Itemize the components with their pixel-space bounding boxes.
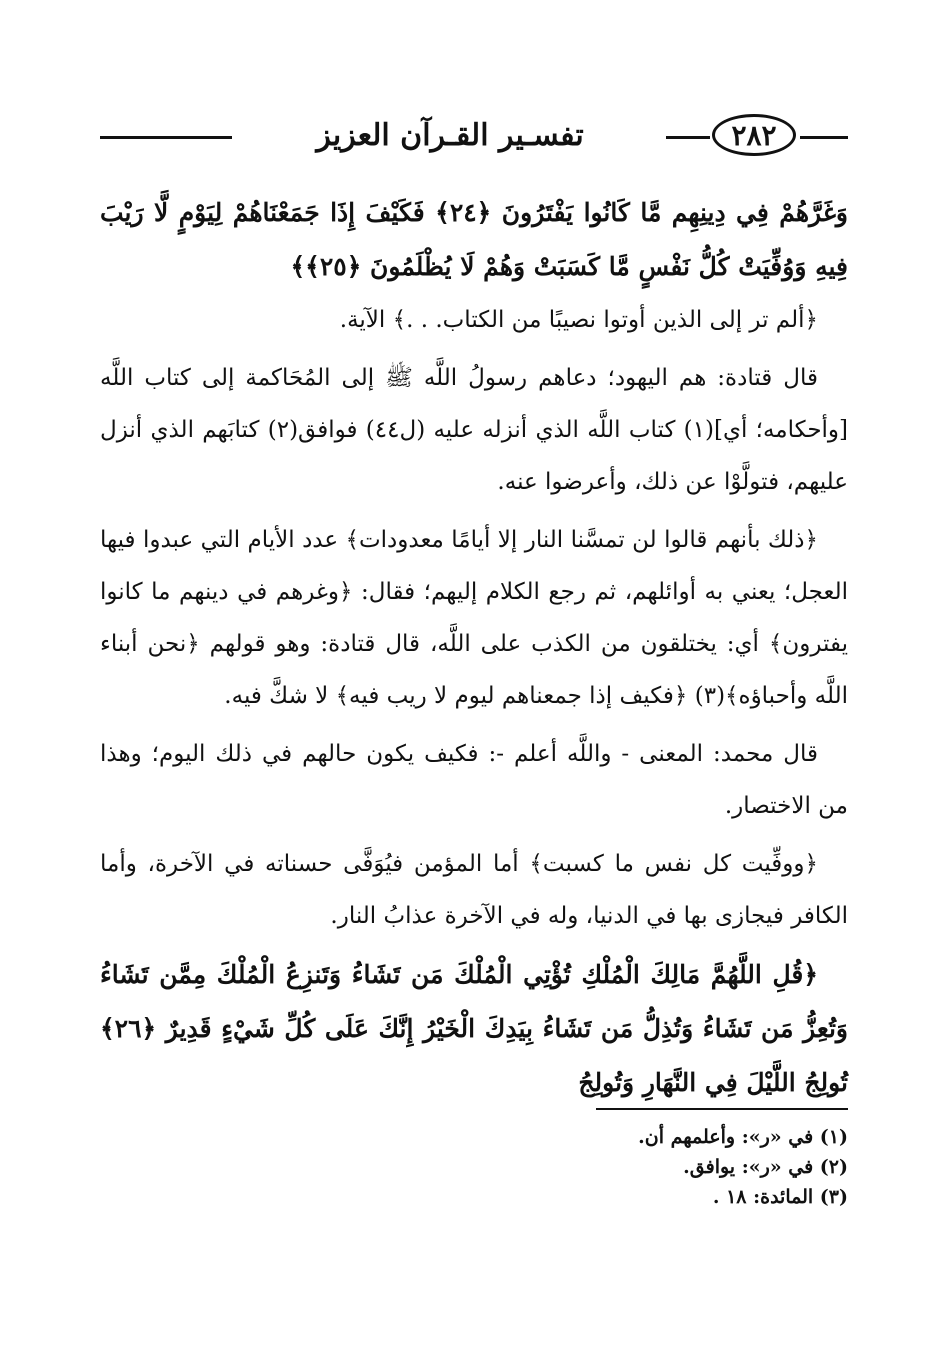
quran-verse-26: ﴿قُلِ اللَّهُمَّ مَالِكَ الْمُلْكِ تُؤْتِي الْمُلْكَ مَن تَشَاءُ وَتَنزِعُ الْمُلْكَ مِمَّن تَشَاءُ وَتُعِزُّ مَن تَشَاءُ وَتُذِلُّ مَن تَشَاءُ بِيَدِكَ الْخَيْرُ إِنَّكَ عَلَى كُلِّ شَيْءٍ قَدِيرٌ ﴿٢٦﴾ تُولِجُ اللَّيْلَ فِي النَّهَارِ وَتُولِجُ (100, 960, 848, 1097)
main-text (100, 186, 848, 1110)
quran-verse-24-25: وَغَرَّهُمْ فِي دِينِهِم مَّا كَانُوا يَفْتَرُونَ ﴿٢٤﴾ فَكَيْفَ إِذَا جَمَعْنَاهُمْ لِيَوْمٍ لَّا رَيْبَ فِيهِ وَوُفِّيَتْ كُلُّ نَفْسٍ مَّا كَسَبَتْ وَهُمْ لَا يُظْلَمُونَ ﴿٢٥﴾﴾ (100, 198, 848, 281)
header-rule-middle (666, 136, 710, 139)
paragraph-2: قال قتادة: هم اليهود؛ دعاهم رسولُ اللَّه ﷺ إلى المُحَاكمة إلى كتاب اللَّه [وأحكامه؛ أي](١) كتاب اللَّه الذي أنزله عليه (ل٤٤) فوافق(٢) كتابَهم الذي أنزل عليهم، فتولَّوْا عن ذلك، وأعرضوا عنه. (100, 365, 849, 495)
paragraph-3: ﴿ذلك بأنهم قالوا لن تمسَّنا النار إلا أيامًا معدودات﴾ عدد الأيام التي عبدوا فيها العجل؛ يعني به أوائلهم، ثم رجع الكلام إليهم؛ فقال: ﴿وغرهم في دينهم ما كانوا يفترون﴾ أي: يختلقون من الكذب على اللَّه، قال قتادة: وهو قولهم ﴿نحن أبناء اللَّه وأحباؤه﴾(٣) ﴿فكيف إذا جمعناهم ليوم لا ريب فيه﴾ لا شكَّ فيه. (100, 527, 848, 709)
running-title: تفسـير القـرآن العزيز (316, 118, 584, 153)
running-header (100, 112, 848, 164)
footnote-2: (٢) في «ر»: يوافق. (683, 1156, 848, 1178)
footnote-3: (٣) المائدة: ١٨ . (712, 1186, 848, 1208)
header-rule-left (100, 136, 232, 139)
footnotes (100, 1122, 848, 1212)
page-number: ٢٨٢ (712, 114, 796, 156)
footnote-separator (596, 1108, 848, 1110)
paragraph-5: ﴿ووفِّيت كل نفس ما كسبت﴾ أما المؤمن فيُوَفَّى حسناته في الآخرة، وأما الكافر فيجازى بها في الدنيا، وله في الآخرة عذابُ النار. (100, 851, 848, 929)
footnote-1: (١) في «ر»: وأعلمهم أن. (638, 1126, 848, 1148)
header-rule-right (800, 136, 848, 139)
paragraph-1: ﴿ألم تر إلى الذين أوتوا نصيبًا من الكتاب. . .﴾ الآية. (339, 307, 818, 333)
paragraph-4: قال محمد: المعنى - واللَّه أعلم -: فكيف يكون حالهم في ذلك اليوم؛ وهذا من الاختصار. (100, 741, 848, 819)
